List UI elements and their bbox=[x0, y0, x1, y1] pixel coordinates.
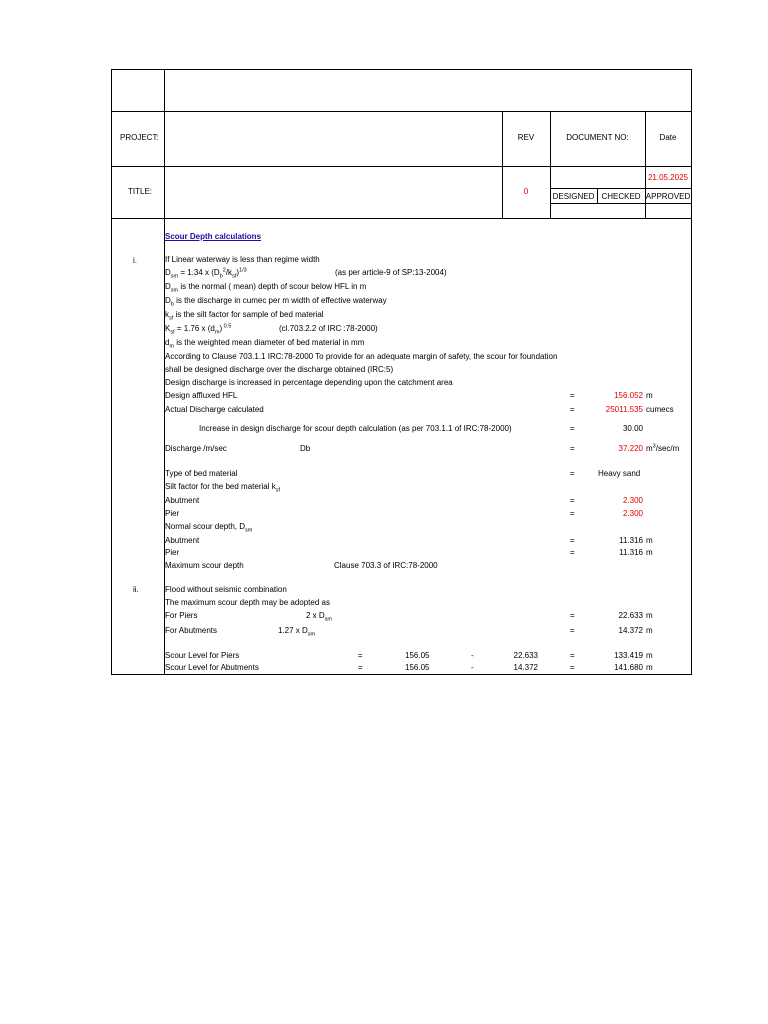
db-label: Db bbox=[300, 444, 311, 453]
ksf-reference: (cl.703.2.2 of IRC :78-2000) bbox=[279, 324, 378, 333]
discharge-per-m-label: Discharge /m/sec bbox=[165, 444, 227, 453]
equals-sign: = bbox=[570, 424, 575, 433]
equals-sign: = bbox=[570, 469, 575, 478]
for-abutments-label: For Abutments bbox=[165, 626, 218, 635]
rev-value: 0 bbox=[523, 187, 529, 196]
adopted-label: The maximum scour depth may be adopted as bbox=[165, 598, 330, 607]
definition-dsm: $D_{sm}$ is the normal ( mean) depth of scour below HFL in m bbox=[165, 282, 367, 294]
scour-level-piers-depth: 22.633 bbox=[513, 651, 538, 660]
increase-label: Increase in design discharge for scour depth calculation (as per 703.1.1 of IRC:78-2000) bbox=[199, 424, 512, 433]
formula-reference: (as per article-9 of SP:13-2004) bbox=[335, 268, 447, 277]
equals-sign: = bbox=[570, 509, 575, 518]
for-abutments-unit: m bbox=[646, 626, 653, 635]
silt-pier-value: 2.300 bbox=[622, 509, 643, 518]
discharge-value: 25011.535 bbox=[605, 405, 643, 414]
discharge-per-m-unit: $m^3/\sec/m$ bbox=[646, 443, 680, 453]
grid-line bbox=[112, 218, 692, 219]
scour-level-abutments-depth: 14.372 bbox=[513, 663, 538, 672]
for-piers-unit: m bbox=[646, 611, 653, 620]
hfl-label: Design affluxed HFL bbox=[165, 391, 238, 400]
clause-text: According to Clause 703.1.1 IRC:78-2000 To provide for an adequate margin of safety, the scour for foundation bbox=[165, 352, 558, 361]
checked-label: CHECKED bbox=[601, 192, 641, 201]
discharge-unit: cumecs bbox=[646, 405, 674, 414]
scour-level-abutments-value: 141.680 bbox=[614, 663, 643, 672]
definition-dm: $d_m$ is the weighted mean diameter of bed material in mm bbox=[165, 338, 365, 350]
date-label: Date bbox=[659, 133, 677, 142]
for-piers-formula: 2 x $D_{sm}$ bbox=[306, 611, 333, 623]
normal-abutment-unit: m bbox=[646, 536, 653, 545]
document-no-label: DOCUMENT NO: bbox=[566, 133, 629, 142]
scour-level-piers-label: Scour Level for Piers bbox=[165, 651, 240, 660]
definition-ksf: $k_{sf}$ is the silt factor for sample of bed material bbox=[165, 310, 324, 322]
equals-sign: = bbox=[570, 663, 575, 672]
hfl-unit: m bbox=[646, 391, 653, 400]
discharge-label: Actual Discharge calculated bbox=[165, 405, 264, 414]
definition-db: $D_b$ is the discharge in cumec per m width of effective waterway bbox=[165, 296, 387, 308]
equals-sign: = bbox=[570, 391, 575, 400]
for-abutments-formula: 1.27 x $D_{sm}$ bbox=[278, 626, 316, 638]
equals-sign: = bbox=[358, 651, 363, 660]
normal-pier-unit: m bbox=[646, 548, 653, 557]
formula-dsm: $D_{sm} = 1.34$ x $(D_b^2/k_{sf})^{1/3}$ bbox=[165, 267, 247, 280]
rev-label: REV bbox=[517, 133, 535, 142]
grid-line bbox=[550, 203, 692, 204]
normal-scour-label: Normal scour depth, $D_{sm}$ bbox=[165, 522, 253, 534]
equals-sign: = bbox=[570, 536, 575, 545]
normal-pier-label: Pier bbox=[165, 548, 180, 557]
title-label: TITLE: bbox=[128, 187, 153, 196]
equals-sign: = bbox=[570, 651, 575, 660]
designed-label: DESIGNED bbox=[552, 192, 595, 201]
grid-line bbox=[112, 166, 692, 167]
bed-material-value: Heavy sand bbox=[598, 469, 641, 478]
bed-material-label: Type of bed material bbox=[165, 469, 238, 478]
scour-level-piers-unit: m bbox=[646, 651, 653, 660]
scour-level-abutments-unit: m bbox=[646, 663, 653, 672]
scour-level-piers-value: 133.419 bbox=[614, 651, 643, 660]
normal-abutment-label: Abutment bbox=[165, 536, 200, 545]
marker-ii: ii. bbox=[133, 585, 139, 594]
marker-i: i. bbox=[133, 256, 137, 265]
equals-sign: = bbox=[570, 405, 575, 414]
silt-factor-label: Silt factor for the bed material $k_{sf}$ bbox=[165, 482, 280, 494]
minus-sign: - bbox=[471, 651, 474, 660]
scour-level-piers-hfl: 156.05 bbox=[405, 651, 430, 660]
minus-sign: - bbox=[471, 663, 474, 672]
increase-value: 30.00 bbox=[622, 424, 643, 433]
silt-pier-label: Pier bbox=[165, 509, 180, 518]
hfl-value: 156.052 bbox=[614, 391, 643, 400]
normal-abutment-value: 11.316 bbox=[619, 536, 643, 545]
equals-sign: = bbox=[570, 496, 575, 505]
approved-label: APPROVED bbox=[645, 192, 691, 201]
equals-sign: = bbox=[570, 626, 575, 635]
normal-pier-value: 11.316 bbox=[619, 548, 643, 557]
scour-level-abutments-hfl: 156.05 bbox=[405, 663, 430, 672]
max-scour-reference: Clause 703.3 of IRC:78-2000 bbox=[334, 561, 438, 570]
scour-level-abutments-label: Scour Level for Abutments bbox=[165, 663, 259, 672]
equals-sign: = bbox=[570, 611, 575, 620]
equals-sign: = bbox=[570, 548, 575, 557]
grid-line bbox=[550, 188, 692, 189]
flood-label: Flood without seismic combination bbox=[165, 585, 287, 594]
clause-text: Design discharge is increased in percentage depending upon the catchment area bbox=[165, 378, 453, 387]
grid-line bbox=[112, 111, 692, 112]
for-piers-label: For Piers bbox=[165, 611, 198, 620]
project-label: PROJECT: bbox=[120, 133, 159, 142]
max-scour-label: Maximum scour depth bbox=[165, 561, 244, 570]
clause-text: shall be designed discharge over the discharge obtained (IRC:5) bbox=[165, 365, 394, 374]
condition-line: If Linear waterway is less than regime width bbox=[165, 255, 320, 264]
equals-sign: = bbox=[358, 663, 363, 672]
discharge-per-m-value: 37.220 bbox=[618, 444, 643, 453]
for-abutments-value: 14.372 bbox=[618, 626, 643, 635]
formula-ksf: $K_{sf} = 1.76$ x $(d_m)$ $^{0.5}$ bbox=[165, 323, 232, 336]
section-title: Scour Depth calculations bbox=[165, 232, 262, 241]
silt-abutment-value: 2.300 bbox=[622, 496, 643, 505]
for-piers-value: 22.633 bbox=[618, 611, 643, 620]
date-value: 21.05.2025 bbox=[647, 173, 689, 182]
grid-line bbox=[502, 111, 503, 218]
equals-sign: = bbox=[570, 444, 575, 453]
silt-abutment-label: Abutment bbox=[165, 496, 200, 505]
